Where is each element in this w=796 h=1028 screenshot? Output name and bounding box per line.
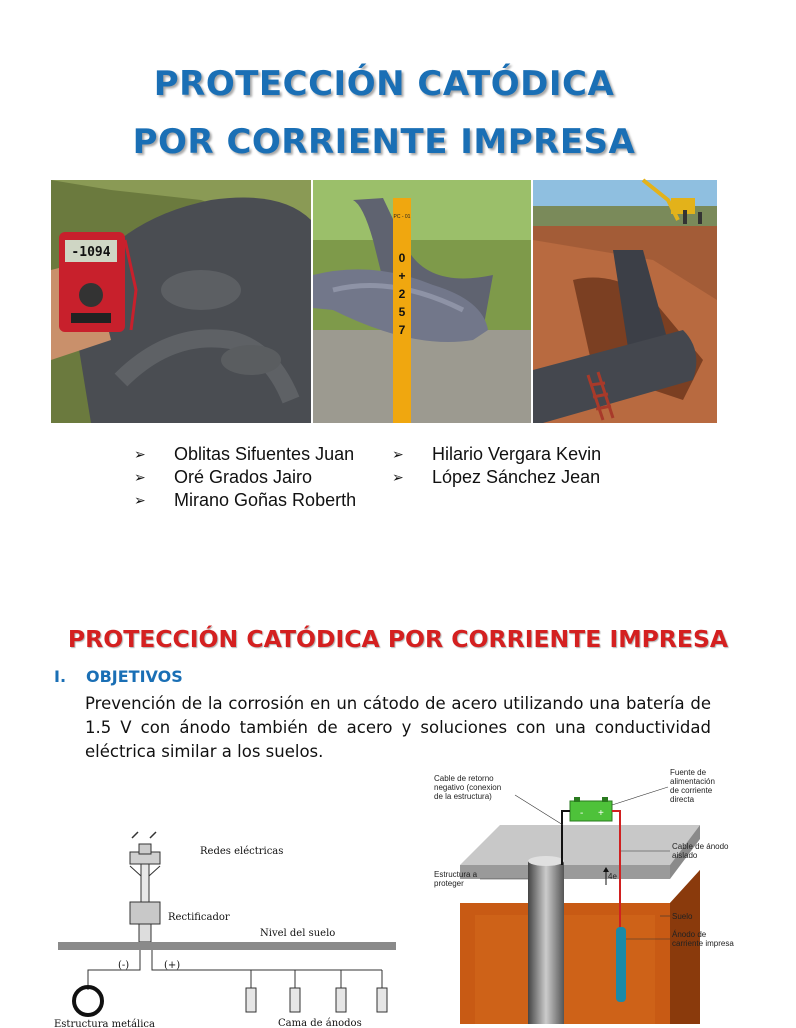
label-structure: Estructura a proteger <box>434 870 478 888</box>
author-item <box>134 489 356 512</box>
title-line-2: POR CORRIENTE IMPRESA <box>132 122 636 162</box>
arrow-bullet-icon: ➢ <box>134 446 146 462</box>
label-return-cable: Cable de retorno negativo (conexion de la estructura) <box>434 774 502 801</box>
author-name: López Sánchez Jean <box>432 467 601 487</box>
label-power-lines: Redes eléctricas <box>200 846 284 857</box>
arrow-bullet-icon: ➢ <box>134 492 146 508</box>
arrow-bullet-icon: ➢ <box>392 469 404 485</box>
marker-digit-2: 2 <box>398 287 406 301</box>
author-item <box>392 466 601 489</box>
marker-digit-3: 5 <box>398 305 406 319</box>
author-item <box>134 466 356 489</box>
objective-heading: OBJETIVOS <box>86 667 183 686</box>
photo-pipe-marker <box>313 180 531 423</box>
diagram-impressed-current-schematic <box>40 830 420 1028</box>
diagram-cathodic-protection-3d <box>420 765 768 1024</box>
author-item <box>392 443 601 466</box>
label-negative: (-) <box>118 960 130 971</box>
marker-digit-0: 0 <box>398 251 406 265</box>
multimeter-reading: -1094 <box>71 245 111 260</box>
authors-right-column <box>392 443 601 489</box>
marker-digit-4: 7 <box>398 323 406 337</box>
label-anode-cable: Cable de ánodo aislado <box>672 842 729 860</box>
arrow-bullet-icon: ➢ <box>392 446 404 462</box>
label-anode-bed: Cama de ánodos <box>278 1018 362 1028</box>
author-name: Oblitas Sifuentes Juan <box>174 444 355 464</box>
label-power-source: Fuente de alimentación de corriente directa <box>670 768 715 804</box>
label-electrons: 4e <box>608 872 617 881</box>
label-soil: Suelo <box>672 912 693 921</box>
author-name: Mirano Goñas Roberth <box>174 490 357 510</box>
section-title: PROTECCIÓN CATÓDICA POR CORRIENTE IMPRESA <box>67 625 729 653</box>
label-ground-level: Nivel del suelo <box>260 928 336 939</box>
objective-number: I. <box>54 667 67 686</box>
arrow-bullet-icon: ➢ <box>134 469 146 485</box>
photo-trench-excavation <box>533 180 717 423</box>
author-name: Hilario Vergara Kevin <box>432 444 602 464</box>
label-anode: Ánodo de carriente impresa <box>672 930 734 948</box>
battery-plus: + <box>598 808 604 819</box>
battery-minus: - <box>580 808 584 819</box>
title-line-1: PROTECCIÓN CATÓDICA <box>153 64 615 104</box>
photo-multimeter-pipe <box>51 180 311 423</box>
label-rectifier: Rectificador <box>168 912 230 923</box>
author-name: Oré Grados Jairo <box>174 467 313 487</box>
authors-left-column <box>134 443 356 512</box>
label-positive: (+) <box>164 960 181 971</box>
marker-digit-1: + <box>398 269 406 283</box>
author-item <box>134 443 356 466</box>
label-metal-structure: Estructura metálica <box>54 1019 155 1028</box>
marker-top: PC - 01 <box>393 214 411 220</box>
objective-paragraph: Prevención de la corrosión en un cátodo de acero utilizando una batería de 1.5 V con ánodo también de acero y soluciones con una conductividad eléctrica similar a los suelos. <box>85 694 711 761</box>
